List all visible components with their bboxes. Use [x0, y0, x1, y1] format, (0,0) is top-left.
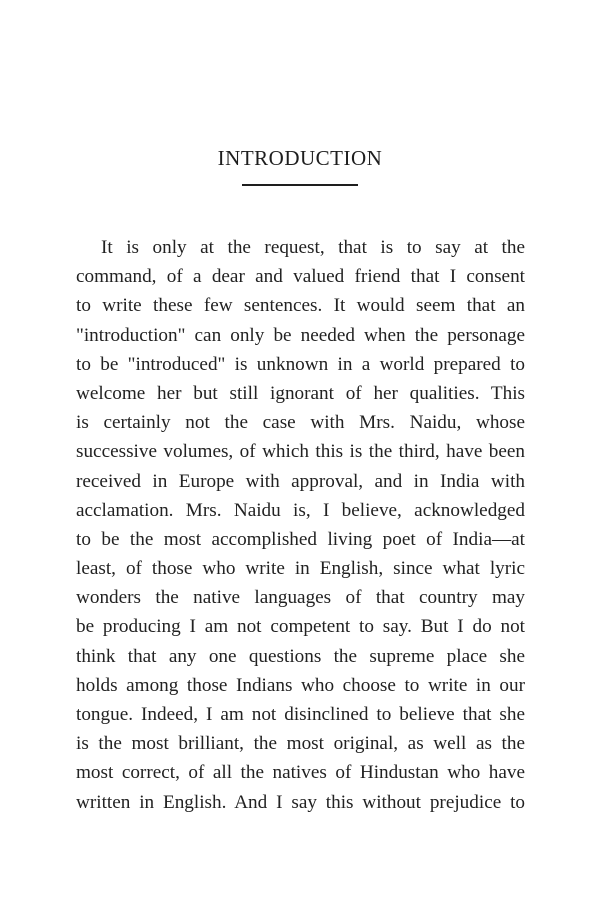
text-line: to write these few sentences. It would seem that an: [76, 295, 525, 317]
text-line: least, of those who write in English, since what lyric: [76, 558, 525, 580]
text-line: welcome her but still ignorant of her qualities. This: [76, 382, 525, 404]
text-line: tongue. Indeed, I am not disinclined to believe that she: [76, 704, 525, 725]
text-line: successive volumes, of which this is the third, have been: [76, 441, 525, 463]
text-line: is the most brilliant, the most original, as well as the: [76, 733, 525, 755]
heading-underline: [242, 184, 358, 186]
introduction-paragraph: [76, 233, 525, 817]
text-line: to be "introduced" is unknown in a world prepared to: [76, 353, 525, 375]
text-line: wonders the native languages of that country may: [76, 587, 525, 609]
text-line: most correct, of all the natives of Hindustan who have: [76, 762, 525, 784]
text-line: "introduction" can only be needed when the personage: [76, 324, 525, 346]
text-line: It is only at the request, that is to say at the: [101, 237, 525, 258]
text-line: acclamation. Mrs. Naidu is, I believe, acknowledged: [76, 499, 525, 521]
chapter-heading: INTRODUCTION: [217, 146, 383, 170]
text-line: be producing I am not competent to say. But I do not: [76, 616, 525, 638]
text-line: to be the most accomplished living poet of India—at: [76, 528, 525, 550]
text-line: is certainly not the case with Mrs. Naidu, whose: [76, 412, 525, 434]
text-line: received in Europe with approval, and in India with: [76, 470, 525, 492]
text-line: command, of a dear and valued friend that I consent: [76, 266, 525, 288]
text-line: think that any one questions the supreme place she: [76, 645, 525, 667]
text-line: holds among those Indians who choose to write in our: [76, 674, 525, 696]
text-line: written in English. And I say this without prejudice to: [76, 791, 525, 813]
